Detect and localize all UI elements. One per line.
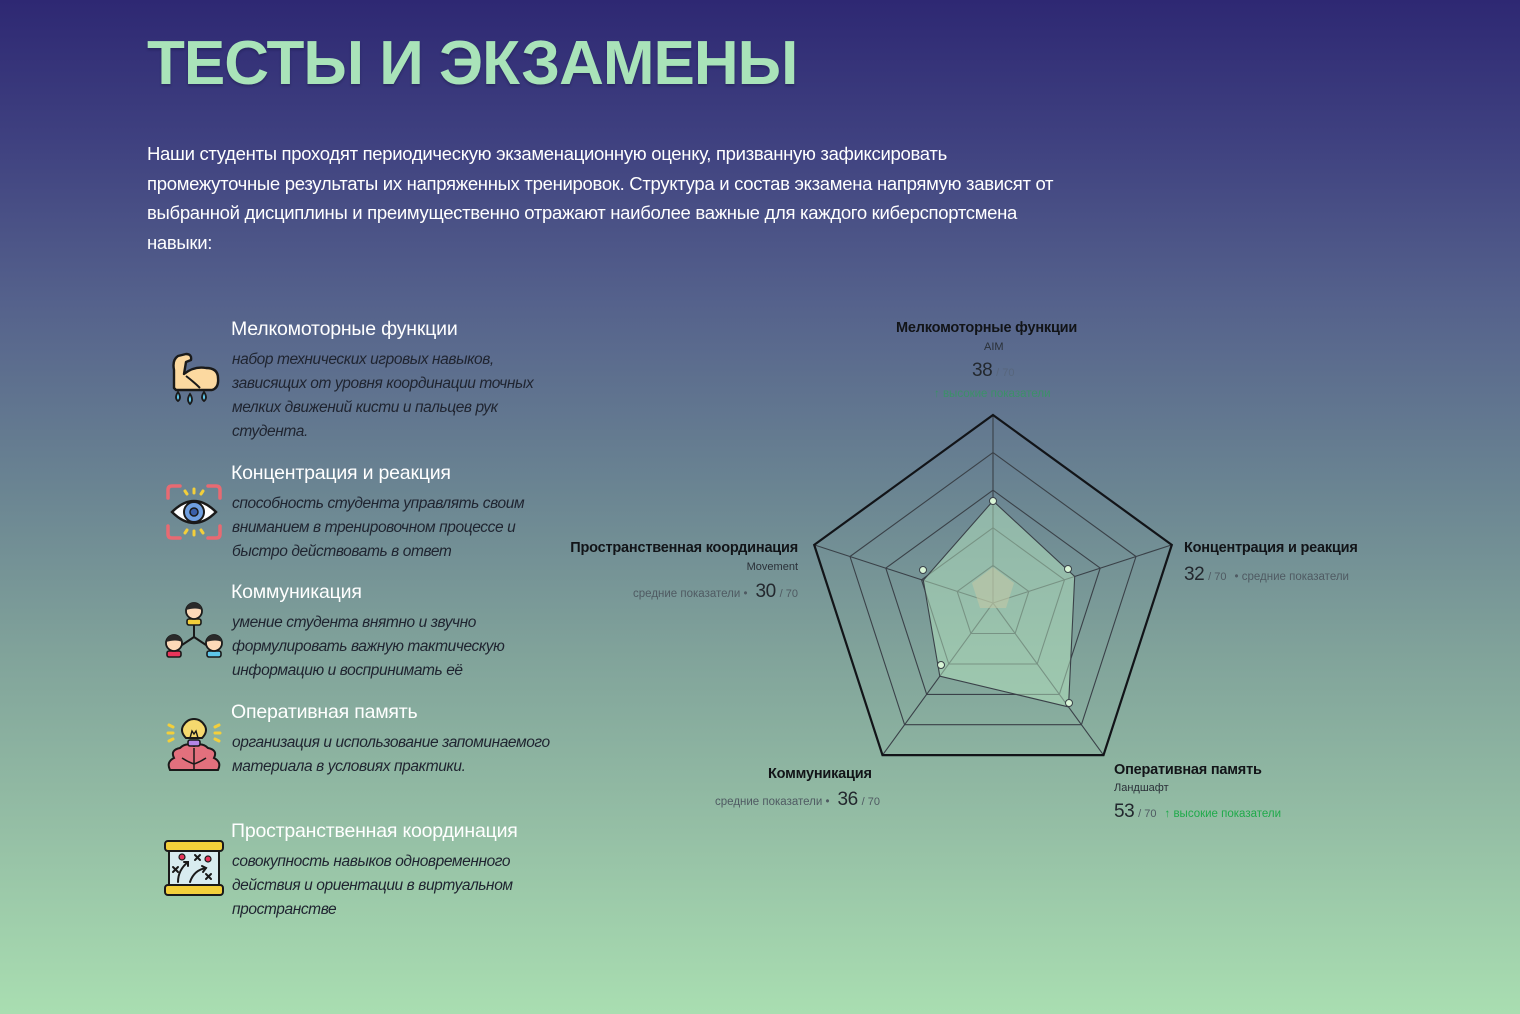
axis-max: / 70 (861, 796, 880, 808)
page-title: ТЕСТЫ И ЭКЗАМЕНЫ (147, 29, 798, 98)
axis-max: / 70 (779, 588, 798, 600)
skill-description: способность студента управлять своим вниманием в тренировочном процессе и быстро действовать в ответ (232, 495, 525, 560)
axis-score: 30 (755, 581, 776, 602)
flexed-arm-sweat-icon (164, 348, 224, 408)
axis-trend: ↑ высокие показатели (934, 388, 1051, 400)
axis-label: Пространственная координация (570, 540, 798, 556)
skill-title: Мелкомоторные функции (231, 318, 458, 340)
axis-stat (633, 581, 798, 603)
axis-sub: AIM (984, 341, 1004, 353)
axis-sub: Ландшафт (1114, 782, 1169, 794)
axis-trend: средние показатели • (633, 588, 748, 600)
axis-stat (1114, 801, 1281, 823)
axis-label: Оперативная память (1114, 762, 1262, 778)
skill-description: набор технических игровых навыков, зависящих от уровня координации точных мелких движений кисти и пальцев рук студента. (232, 351, 534, 440)
radar-outer-ring (814, 415, 1172, 755)
axis-score: 36 (837, 789, 858, 810)
skill-description: совокупность навыков одновременного действия и ориентации в виртуальном пространстве (232, 853, 513, 918)
radar-data-points (920, 498, 1073, 707)
axis-label: Мелкомоторные функции (896, 320, 1078, 336)
skill-description: организация и использование запоминаемого материала в условиях практики. (232, 734, 550, 775)
axis-trend: • средние показатели (1234, 571, 1349, 583)
lightbulb-brain-icon (164, 718, 224, 778)
skill-title: Коммуникация (231, 581, 362, 603)
eye-focus-icon (164, 482, 224, 542)
axis-score: 53 (1114, 801, 1135, 822)
axis-stat (1184, 564, 1349, 586)
axis-sub: Movement (746, 561, 798, 573)
axis-label: Концентрация и реакция (1184, 540, 1358, 556)
skill-title: Оперативная память (231, 701, 418, 723)
axis-score: 38 (972, 360, 993, 381)
radar-data-area (923, 501, 1074, 707)
axis-score: 32 (1184, 564, 1205, 585)
tactics-board-icon (164, 838, 224, 898)
axis-max: / 70 (1138, 808, 1157, 820)
intro-paragraph: Наши студенты проходят периодическую экзаменационную оценку, призванную зафиксировать промежуточные результаты их напряженных тренировок. Структура и состав экзамена напрямую зависят от выбранной дисциплины и преимущественно отражают наиболее важные для каждого киберспортсмена навыки: (147, 143, 1054, 253)
axis-trend: средние показатели • (715, 796, 830, 808)
axis-label: Коммуникация (768, 766, 872, 782)
skill-description: умение студента внятно и звучно формулировать важную тактическую информацию и воспринимать её (232, 614, 505, 679)
radar-grid (814, 415, 1172, 755)
axis-max: / 70 (996, 367, 1015, 379)
axis-max: / 70 (1208, 571, 1227, 583)
skill-title: Пространственная координация (231, 820, 518, 842)
skill-title: Концентрация и реакция (231, 462, 451, 484)
people-network-icon (164, 599, 224, 659)
axis-trend: ↑ высокие показатели (1164, 808, 1282, 820)
radar-inner-marker (972, 567, 1014, 608)
axis-stat (972, 360, 1015, 382)
axis-stat (715, 789, 880, 811)
